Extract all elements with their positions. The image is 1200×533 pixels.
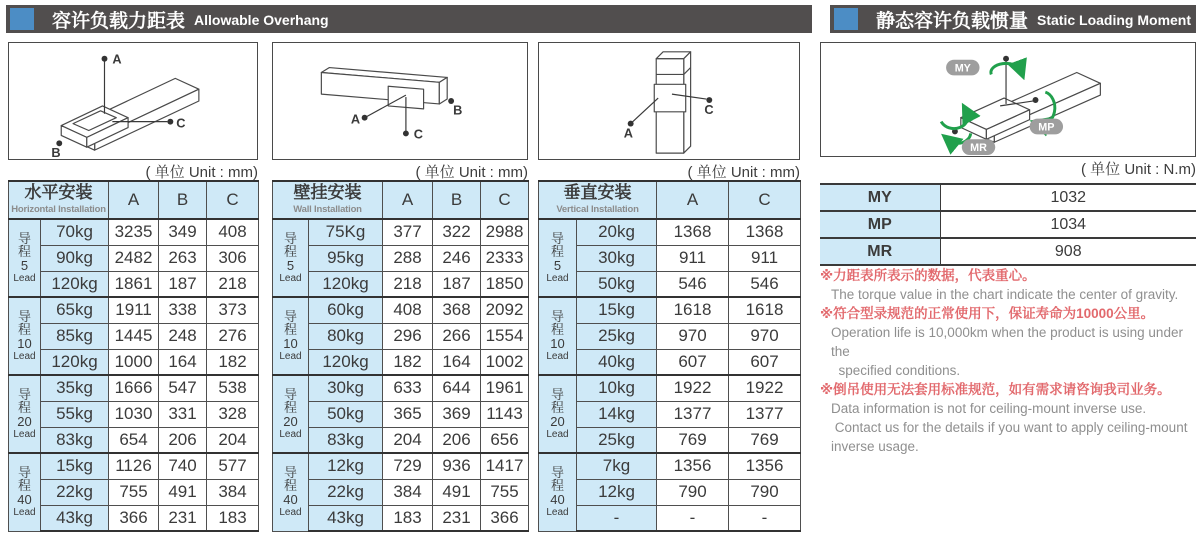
value-cell: 373 <box>207 297 259 323</box>
value-cell: 266 <box>433 323 481 349</box>
load-cell: 50kg <box>577 271 657 297</box>
table-title-zh: 壁挂安装 <box>293 183 362 203</box>
value-cell: 218 <box>383 271 433 297</box>
value-cell: 491 <box>433 479 481 505</box>
value-cell: 911 <box>729 245 801 271</box>
value-cell: 1911 <box>109 297 159 323</box>
load-cell: 14kg <box>577 401 657 427</box>
value-cell: 306 <box>207 245 259 271</box>
table-title-zh: 垂直安装 <box>563 183 632 203</box>
value-cell: 2333 <box>481 245 529 271</box>
value-cell: 790 <box>729 479 801 505</box>
load-cell: 43kg <box>309 505 383 531</box>
value-cell: 1961 <box>481 375 529 401</box>
moment-table <box>820 183 1196 266</box>
column-header-a: A <box>657 181 729 219</box>
value-cell: 607 <box>657 349 729 375</box>
value-cell: 296 <box>383 323 433 349</box>
value-cell: 231 <box>159 505 207 531</box>
lead-group-label: 导 程 40 Lead <box>539 453 577 531</box>
value-cell: 263 <box>159 245 207 271</box>
value-cell: 218 <box>207 271 259 297</box>
lead-group-label: 导 程 5 Lead <box>273 219 309 297</box>
value-cell: 204 <box>207 427 259 453</box>
load-cell: 15kg <box>577 297 657 323</box>
moment-table-container <box>820 183 1196 266</box>
table-header-row <box>273 181 529 219</box>
load-cell: 40kg <box>577 349 657 375</box>
value-cell: - <box>729 505 801 531</box>
moment-row-mr <box>820 238 1196 265</box>
load-cell: 20kg <box>577 219 657 245</box>
table-row <box>539 427 801 453</box>
value-cell: 936 <box>433 453 481 479</box>
moment-value: 1034 <box>940 211 1196 238</box>
column-header-b: B <box>159 181 207 219</box>
value-cell: 248 <box>159 323 207 349</box>
accent-square-icon <box>834 8 858 30</box>
value-cell: 1143 <box>481 401 529 427</box>
load-cell: - <box>577 505 657 531</box>
value-cell: 338 <box>159 297 207 323</box>
value-cell: 366 <box>109 505 159 531</box>
load-cell: 25kg <box>577 323 657 349</box>
value-cell: 970 <box>729 323 801 349</box>
table-row <box>539 375 801 401</box>
notes-container <box>820 266 1200 456</box>
value-cell: 3235 <box>109 219 159 245</box>
diagram-vertical-installation <box>538 42 800 160</box>
moment-value: 1032 <box>940 184 1196 211</box>
lead-group-label: 导 程 40 Lead <box>273 453 309 531</box>
value-cell: 491 <box>159 479 207 505</box>
lead-group-label: 导 程 20 Lead <box>273 375 309 453</box>
value-cell: 547 <box>159 375 207 401</box>
table-row <box>9 219 259 245</box>
value-cell: 408 <box>383 297 433 323</box>
load-cell: 30kg <box>577 245 657 271</box>
value-cell: 769 <box>657 427 729 453</box>
load-cell: 90kg <box>41 245 109 271</box>
note-en: Operation life is 10,000km when the product is using under the <box>831 325 1187 359</box>
table-title-vertical <box>539 181 657 219</box>
table-row <box>9 427 259 453</box>
point-b-label: B <box>453 102 463 118</box>
value-cell: 164 <box>159 349 207 375</box>
diagram-static-loading-moment <box>820 42 1196 157</box>
table-row <box>539 479 801 505</box>
value-cell: 328 <box>207 401 259 427</box>
value-cell: 729 <box>383 453 433 479</box>
wall-actuator-drawing <box>273 43 527 159</box>
column-header-a: A <box>109 181 159 219</box>
unit-label-mm: ( 单位 Unit : mm) <box>687 164 800 181</box>
value-cell: 187 <box>433 271 481 297</box>
moment-actuator-drawing <box>821 43 1195 156</box>
value-cell: 1356 <box>729 453 801 479</box>
value-cell: 1377 <box>729 401 801 427</box>
value-cell: 384 <box>207 479 259 505</box>
table-row <box>273 505 529 531</box>
value-cell: 182 <box>383 349 433 375</box>
load-cell: 25kg <box>577 427 657 453</box>
value-cell: 755 <box>481 479 529 505</box>
value-cell: 1030 <box>109 401 159 427</box>
note-en: inverse usage. <box>831 439 919 454</box>
table-row <box>273 453 529 479</box>
load-cell: 10kg <box>577 375 657 401</box>
table-row <box>539 245 801 271</box>
table-row <box>539 505 801 531</box>
load-cell: 22kg <box>309 479 383 505</box>
table-header-row <box>9 181 259 219</box>
value-cell: 384 <box>383 479 433 505</box>
point-a-label: A <box>350 111 361 127</box>
value-cell: 2988 <box>481 219 529 245</box>
value-cell: 654 <box>109 427 159 453</box>
vertical-table-container <box>538 180 800 532</box>
note-en: Contact us for the details if you want to apply ceiling-mount <box>831 420 1188 435</box>
value-cell: 1445 <box>109 323 159 349</box>
table-row <box>9 271 259 297</box>
table-row <box>539 323 801 349</box>
value-cell: 276 <box>207 323 259 349</box>
load-cell: 75Kg <box>309 219 383 245</box>
value-cell: 538 <box>207 375 259 401</box>
value-cell: 1922 <box>657 375 729 401</box>
horizontal-table-container <box>8 180 258 532</box>
value-cell: 187 <box>159 271 207 297</box>
lead-group-label: 导 程 10 Lead <box>273 297 309 375</box>
moment-row-my <box>820 184 1196 211</box>
load-cell: 95kg <box>309 245 383 271</box>
table-row <box>539 401 801 427</box>
table-title-en: Horizontal Installation <box>11 204 106 216</box>
table-row <box>9 349 259 375</box>
point-c-label: C <box>176 115 186 131</box>
load-cell: 120kg <box>309 271 383 297</box>
value-cell: 577 <box>207 453 259 479</box>
table-row <box>9 245 259 271</box>
value-cell: 633 <box>383 375 433 401</box>
section-title-en: Static Loading Moment <box>1037 12 1192 28</box>
value-cell: 206 <box>159 427 207 453</box>
note-zh: ※符合型录规范的正常使用下，保证寿命为10000公里。 <box>820 306 1155 321</box>
load-cell: 120kg <box>41 349 109 375</box>
moment-row-mp <box>820 211 1196 238</box>
column-header-c: C <box>729 181 801 219</box>
wall-table-container <box>272 180 528 532</box>
lead-group-label: 导 程 10 Lead <box>9 297 41 375</box>
value-cell: 1922 <box>729 375 801 401</box>
vertical-actuator-drawing <box>539 43 799 159</box>
value-cell: 1554 <box>481 323 529 349</box>
mp-label: MP <box>1038 121 1055 134</box>
installation-table-horizontal <box>8 180 259 532</box>
value-cell: 231 <box>433 505 481 531</box>
table-row <box>273 375 529 401</box>
value-cell: 368 <box>433 297 481 323</box>
note <box>820 304 1200 380</box>
table-header-row <box>539 181 801 219</box>
table-row <box>9 375 259 401</box>
table-title-wall <box>273 181 383 219</box>
value-cell: 1126 <box>109 453 159 479</box>
value-cell: 182 <box>207 349 259 375</box>
value-cell: 656 <box>481 427 529 453</box>
value-cell: 408 <box>207 219 259 245</box>
section-title-zh: 静态容许负载惯量 <box>876 10 1029 32</box>
value-cell: 1618 <box>657 297 729 323</box>
lead-group-label: 导 程 40 Lead <box>9 453 41 531</box>
mr-label: MR <box>970 142 987 155</box>
load-cell: 60kg <box>309 297 383 323</box>
value-cell: 911 <box>657 245 729 271</box>
moment-value: 908 <box>940 238 1196 265</box>
note-zh: ※倒吊使用无法套用标准规范，如有需求请咨询我司业务。 <box>820 382 1171 397</box>
my-label: MY <box>954 62 971 75</box>
note <box>820 380 1200 456</box>
accent-square-icon <box>10 8 34 30</box>
table-row <box>539 453 801 479</box>
load-cell: 80kg <box>309 323 383 349</box>
value-cell: 546 <box>729 271 801 297</box>
load-cell: 35kg <box>41 375 109 401</box>
point-b-label: B <box>51 145 61 159</box>
horizontal-actuator-drawing <box>9 43 257 159</box>
point-a-label: A <box>112 51 122 67</box>
table-row <box>273 219 529 245</box>
value-cell: 369 <box>433 401 481 427</box>
value-cell: 366 <box>481 505 529 531</box>
value-cell: 2482 <box>109 245 159 271</box>
value-cell: 377 <box>383 219 433 245</box>
table-row <box>273 427 529 453</box>
value-cell: 183 <box>207 505 259 531</box>
lead-group-label: 导 程 20 Lead <box>539 375 577 453</box>
installation-table-wall <box>272 180 529 532</box>
load-cell: 83kg <box>41 427 109 453</box>
point-a-label: A <box>623 125 634 141</box>
column-header-c: C <box>207 181 259 219</box>
load-cell: 22kg <box>41 479 109 505</box>
load-cell: 85kg <box>41 323 109 349</box>
value-cell: 1861 <box>109 271 159 297</box>
table-row <box>273 479 529 505</box>
value-cell: 790 <box>657 479 729 505</box>
installation-table-vertical <box>538 180 801 532</box>
table-title-en: Vertical Installation <box>556 204 639 216</box>
value-cell: 1666 <box>109 375 159 401</box>
value-cell: 740 <box>159 453 207 479</box>
column-header-b: B <box>433 181 481 219</box>
unit-label-mm: ( 单位 Unit : mm) <box>415 164 528 181</box>
note <box>820 266 1200 304</box>
value-cell: 183 <box>383 505 433 531</box>
table-row <box>539 219 801 245</box>
section-title-en: Allowable Overhang <box>194 12 329 28</box>
table-row <box>9 401 259 427</box>
value-cell: 288 <box>383 245 433 271</box>
point-c-label: C <box>704 101 714 117</box>
unit-label-mm: ( 单位 Unit : mm) <box>145 164 258 181</box>
load-cell: 120kg <box>41 271 109 297</box>
load-cell: 70kg <box>41 219 109 245</box>
table-title-en: Wall Installation <box>293 204 362 216</box>
lead-group-label: 导 程 20 Lead <box>9 375 41 453</box>
value-cell: 1368 <box>729 219 801 245</box>
diagram-horizontal-installation <box>8 42 258 160</box>
value-cell: 1356 <box>657 453 729 479</box>
table-row <box>9 453 259 479</box>
table-row <box>273 401 529 427</box>
table-title-horizontal <box>9 181 109 219</box>
value-cell: 769 <box>729 427 801 453</box>
value-cell: 1000 <box>109 349 159 375</box>
value-cell: 365 <box>383 401 433 427</box>
lead-group-label: 导 程 5 Lead <box>9 219 41 297</box>
table-row <box>539 349 801 375</box>
load-cell: 120kg <box>309 349 383 375</box>
moment-label: MR <box>820 238 940 265</box>
table-row <box>273 349 529 375</box>
unit-label-nm: ( 单位 Unit : N.m) <box>1081 161 1196 178</box>
note-zh: ※力距表所表示的数据，代表重心。 <box>820 268 1036 283</box>
value-cell: 755 <box>109 479 159 505</box>
table-row <box>273 297 529 323</box>
load-cell: 7kg <box>577 453 657 479</box>
value-cell: 1002 <box>481 349 529 375</box>
load-cell: 50kg <box>309 401 383 427</box>
value-cell: 546 <box>657 271 729 297</box>
note-en: specified conditions. <box>831 363 961 378</box>
lead-group-label: 导 程 5 Lead <box>539 219 577 297</box>
table-row <box>9 323 259 349</box>
diagram-wall-installation <box>272 42 528 160</box>
column-header-c: C <box>481 181 529 219</box>
load-cell: 65kg <box>41 297 109 323</box>
value-cell: - <box>657 505 729 531</box>
load-cell: 12kg <box>577 479 657 505</box>
load-cell: 30kg <box>309 375 383 401</box>
value-cell: 206 <box>433 427 481 453</box>
value-cell: 322 <box>433 219 481 245</box>
table-row <box>273 245 529 271</box>
value-cell: 1850 <box>481 271 529 297</box>
table-row <box>9 479 259 505</box>
value-cell: 607 <box>729 349 801 375</box>
value-cell: 246 <box>433 245 481 271</box>
value-cell: 1417 <box>481 453 529 479</box>
load-cell: 15kg <box>41 453 109 479</box>
load-cell: 83kg <box>309 427 383 453</box>
value-cell: 349 <box>159 219 207 245</box>
load-cell: 55kg <box>41 401 109 427</box>
table-row <box>273 271 529 297</box>
point-c-label: C <box>413 126 423 142</box>
value-cell: 204 <box>383 427 433 453</box>
section-header-static-loading-moment <box>830 5 1196 33</box>
moment-label: MY <box>820 184 940 211</box>
value-cell: 1368 <box>657 219 729 245</box>
lead-group-label: 导 程 10 Lead <box>539 297 577 375</box>
load-cell: 43kg <box>41 505 109 531</box>
value-cell: 1377 <box>657 401 729 427</box>
note-en: Data information is not for ceiling-mount inverse use. <box>831 401 1147 416</box>
value-cell: 644 <box>433 375 481 401</box>
table-row <box>9 297 259 323</box>
value-cell: 164 <box>433 349 481 375</box>
column-header-a: A <box>383 181 433 219</box>
table-row <box>539 271 801 297</box>
value-cell: 1618 <box>729 297 801 323</box>
moment-label: MP <box>820 211 940 238</box>
section-title-zh: 容许负载力距表 <box>52 10 186 32</box>
table-title-zh: 水平安装 <box>24 183 93 203</box>
value-cell: 2092 <box>481 297 529 323</box>
table-row <box>9 505 259 531</box>
value-cell: 970 <box>657 323 729 349</box>
note-en: The torque value in the chart indicate the center of gravity. <box>831 287 1179 302</box>
value-cell: 331 <box>159 401 207 427</box>
load-cell: 12kg <box>309 453 383 479</box>
table-row <box>273 323 529 349</box>
section-header-allowable-overhang <box>6 5 812 33</box>
table-row <box>539 297 801 323</box>
